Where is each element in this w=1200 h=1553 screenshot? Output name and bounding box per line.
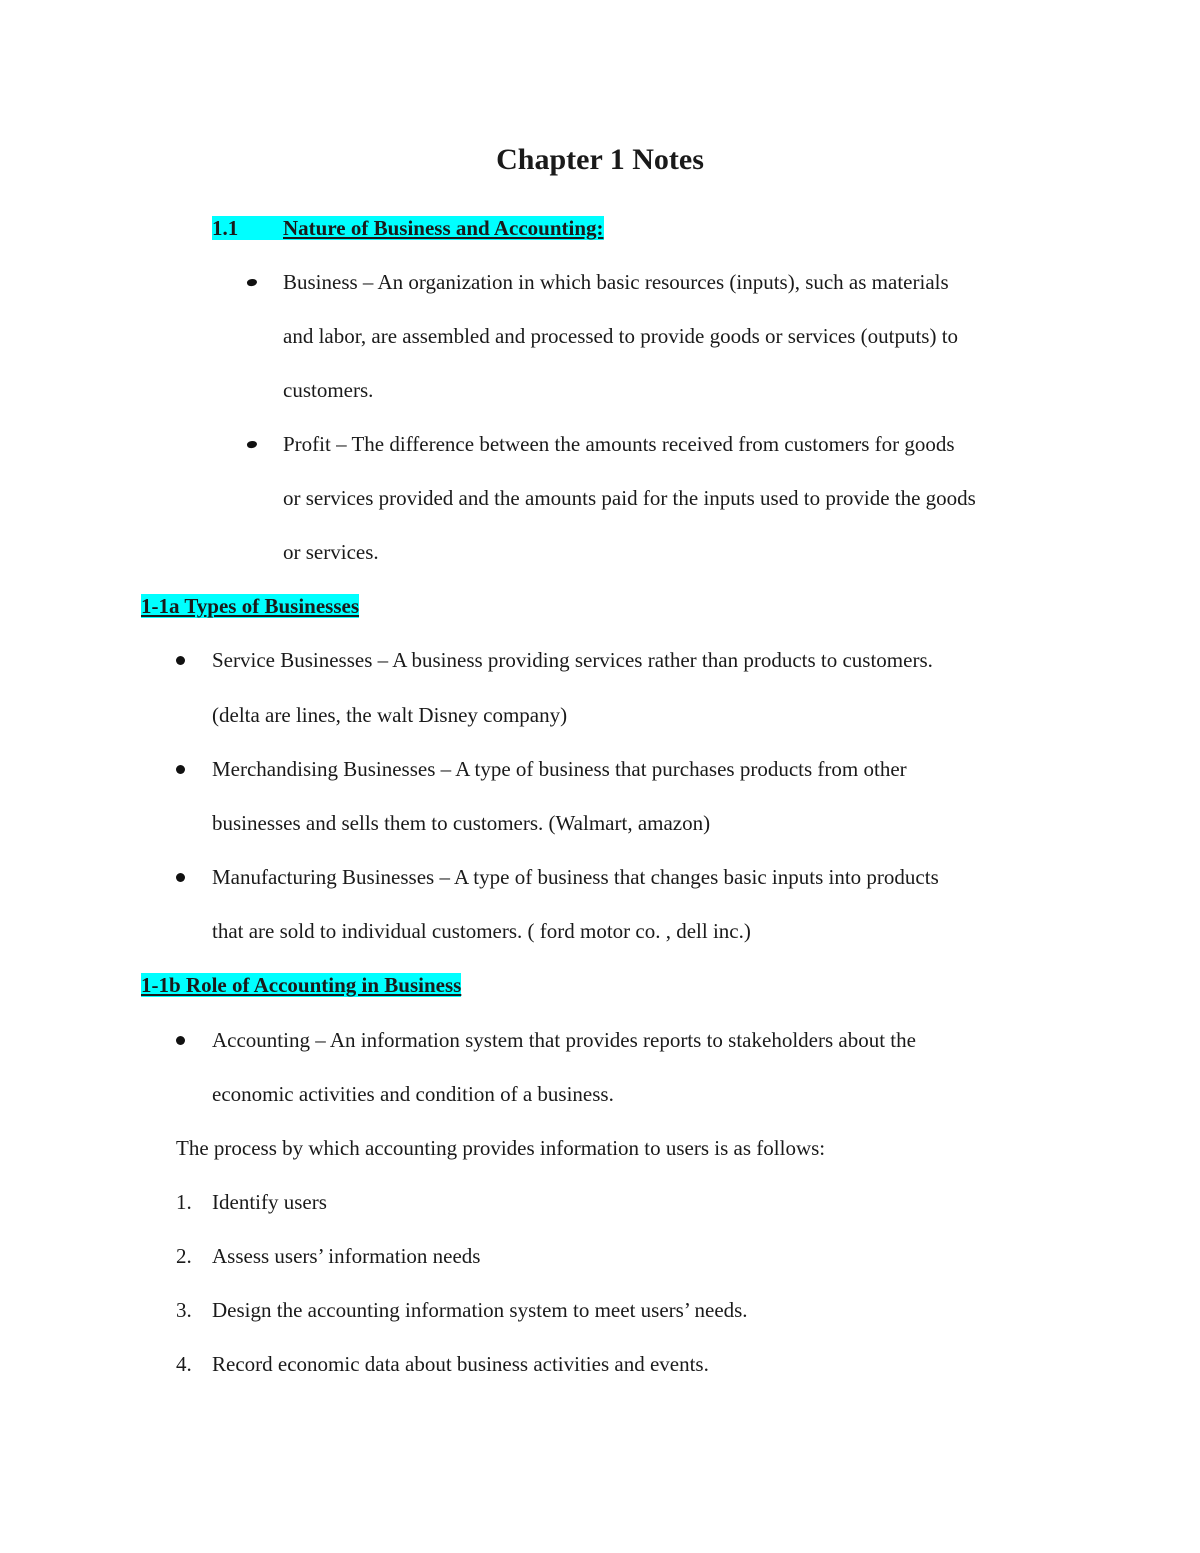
section-heading-1-1b: 1-1b Role of Accounting in Business <box>141 973 462 997</box>
list-item-line: Accounting – An information system that provides reports to stakeholders about the <box>212 1028 916 1052</box>
list-item-line: Manufacturing Businesses – A type of business that changes basic inputs into products <box>212 865 939 889</box>
list-item-line: Business – An organization in which basic resources (inputs), such as materials <box>283 270 949 294</box>
list-item-line: Profit – The difference between the amounts received from customers for goods <box>283 432 955 456</box>
step-number: 1. <box>176 1190 192 1214</box>
list-item-line: or services provided and the amounts paid for the inputs used to provide the goods <box>283 486 976 510</box>
step-text: Record economic data about business activities and events. <box>212 1352 709 1376</box>
step-text: Design the accounting information system to meet users’ needs. <box>212 1298 748 1322</box>
list-item-line: and labor, are assembled and processed to provide goods or services (outputs) to <box>283 324 959 348</box>
list-item-line: (delta are lines, the walt Disney company) <box>212 703 568 727</box>
bullet-icon <box>176 873 185 882</box>
section-heading-1-1 <box>212 213 604 243</box>
step-number: 2. <box>176 1244 192 1268</box>
list-item-line: businesses and sells them to customers. (Walmart, amazon) <box>212 811 711 835</box>
section-title: Nature of Business and Accounting: <box>283 216 604 240</box>
step-text: Identify users <box>212 1190 327 1214</box>
list-item-line: Service Businesses – A business providing services rather than products to customers. <box>212 648 933 672</box>
step-number: 4. <box>176 1352 192 1376</box>
list-item-line: Merchandising Businesses – A type of business that purchases products from other <box>212 757 907 781</box>
bullet-icon <box>176 765 185 774</box>
page-title: Chapter 1 Notes <box>496 143 704 176</box>
bullet-icon <box>176 1036 185 1045</box>
bullet-icon <box>246 440 257 449</box>
process-intro: The process by which accounting provides information to users is as follows: <box>176 1136 826 1160</box>
list-item-line: economic activities and condition of a business. <box>212 1082 614 1106</box>
list-item-line: customers. <box>283 378 374 402</box>
list-item-line: that are sold to individual customers. ( ford motor co. , dell inc.) <box>212 919 751 943</box>
step-text: Assess users’ information needs <box>212 1244 481 1268</box>
bullet-icon <box>246 278 257 287</box>
section-heading-1-1a: 1-1a Types of Businesses <box>141 594 360 618</box>
section-number: 1.1 <box>212 216 239 240</box>
bullet-icon <box>176 656 185 665</box>
list-item-line: or services. <box>283 540 379 564</box>
step-number: 3. <box>176 1298 192 1322</box>
